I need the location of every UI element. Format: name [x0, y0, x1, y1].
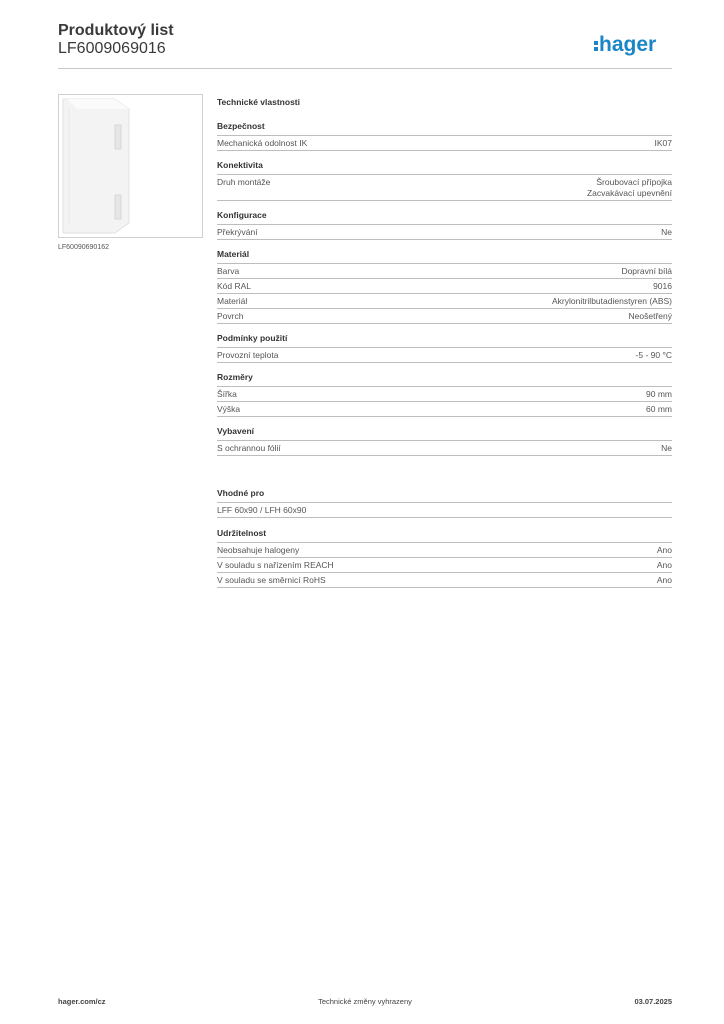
- group-title: Materiál: [217, 249, 672, 264]
- spec-label: V souladu se směrnicí RoHS: [217, 575, 326, 585]
- spec-value: Ano: [656, 575, 672, 585]
- group-title: Vybavení: [217, 426, 672, 441]
- product-image: [58, 94, 203, 238]
- spec-value: -5 - 90 °C: [635, 350, 672, 360]
- spec-row: [217, 309, 672, 324]
- suitable-for-section: [217, 488, 672, 518]
- spec-row: [217, 348, 672, 363]
- spec-label: S ochrannou fólií: [217, 443, 281, 453]
- spec-value: Dopravní bílá: [621, 266, 672, 276]
- hager-logo: [594, 28, 676, 58]
- spec-value: [587, 177, 672, 199]
- spec-row: [217, 402, 672, 417]
- group-konfigurace: [217, 210, 672, 240]
- spec-row: [217, 175, 672, 201]
- specs-section: [217, 96, 672, 465]
- spec-row: [217, 225, 672, 240]
- spec-value: Akrylonitrilbutadienstyren (ABS): [552, 296, 672, 306]
- header-divider: [58, 68, 672, 69]
- group-vybaveni: [217, 426, 672, 456]
- group-title: Podmínky použití: [217, 333, 672, 348]
- footer-date: 03.07.2025: [634, 997, 672, 1006]
- group-bezpecnost: [217, 121, 672, 151]
- footer-website-link[interactable]: hager.com/cz: [58, 997, 106, 1006]
- product-image-drawing: [59, 95, 202, 237]
- spec-value: Neošetřený: [628, 311, 672, 321]
- logo-dot-lower: [594, 47, 598, 51]
- spec-row: [217, 558, 672, 573]
- spec-row: [217, 294, 672, 309]
- spec-label: V souladu s nařízením REACH: [217, 560, 334, 570]
- spec-label: Provozní teplota: [217, 350, 279, 360]
- spec-row: [217, 387, 672, 402]
- logo-text: hager: [599, 33, 657, 56]
- spec-label: Druh montáže: [217, 177, 271, 187]
- group-material: [217, 249, 672, 324]
- spec-row: [217, 503, 672, 518]
- group-title: Konektivita: [217, 160, 672, 175]
- spec-row: [217, 279, 672, 294]
- spec-label: Kód RAL: [217, 281, 252, 291]
- group-title: Konfigurace: [217, 210, 672, 225]
- spec-label: Překrývání: [217, 227, 258, 237]
- spec-value-line: Šroubovací přípojka: [596, 177, 672, 187]
- image-caption: LF60090690162: [58, 244, 109, 251]
- spec-value: 90 mm: [646, 389, 672, 399]
- spec-value: IK07: [654, 138, 672, 148]
- spec-label: Materiál: [217, 296, 248, 306]
- specs-title: Technické vlastnosti: [217, 97, 300, 107]
- page-title: Produktový list: [58, 22, 174, 39]
- product-code: LF6009069016: [58, 40, 166, 57]
- spec-value: Ano: [656, 545, 672, 555]
- sustainability-section: [217, 528, 672, 588]
- group-konektivita: [217, 160, 672, 201]
- spec-row: [217, 136, 672, 151]
- spec-value: Ne: [661, 227, 672, 237]
- spec-value: Ano: [656, 560, 672, 570]
- spec-value-line: Zacvakávací upevnění: [586, 188, 672, 198]
- page-header: [58, 22, 174, 58]
- footer-note: Technické změny vyhrazeny: [318, 997, 412, 1006]
- group-rozmery: [217, 372, 672, 417]
- group-title: Udržitelnost: [217, 528, 672, 543]
- spec-value: 9016: [653, 281, 672, 291]
- spec-row: [217, 264, 672, 279]
- spec-row: [217, 543, 672, 558]
- spec-label: Barva: [217, 266, 240, 276]
- group-title: Rozměry: [217, 372, 672, 387]
- spec-value: 60 mm: [646, 404, 672, 414]
- spec-label: LFF 60x90 / LFH 60x90: [217, 505, 307, 515]
- group-title: Bezpečnost: [217, 121, 672, 136]
- spec-row: [217, 573, 672, 588]
- group-podminky-pouziti: [217, 333, 672, 363]
- spec-label: Výška: [217, 404, 241, 414]
- logo-dot-upper: [594, 41, 598, 45]
- spec-row: [217, 441, 672, 456]
- spec-value: Ne: [661, 443, 672, 453]
- spec-label: Mechanická odolnost IK: [217, 138, 308, 148]
- spec-label: Povrch: [217, 311, 244, 321]
- spec-label: Šířka: [217, 389, 237, 399]
- group-title: Vhodné pro: [217, 488, 672, 503]
- spec-label: Neobsahuje halogeny: [217, 545, 300, 555]
